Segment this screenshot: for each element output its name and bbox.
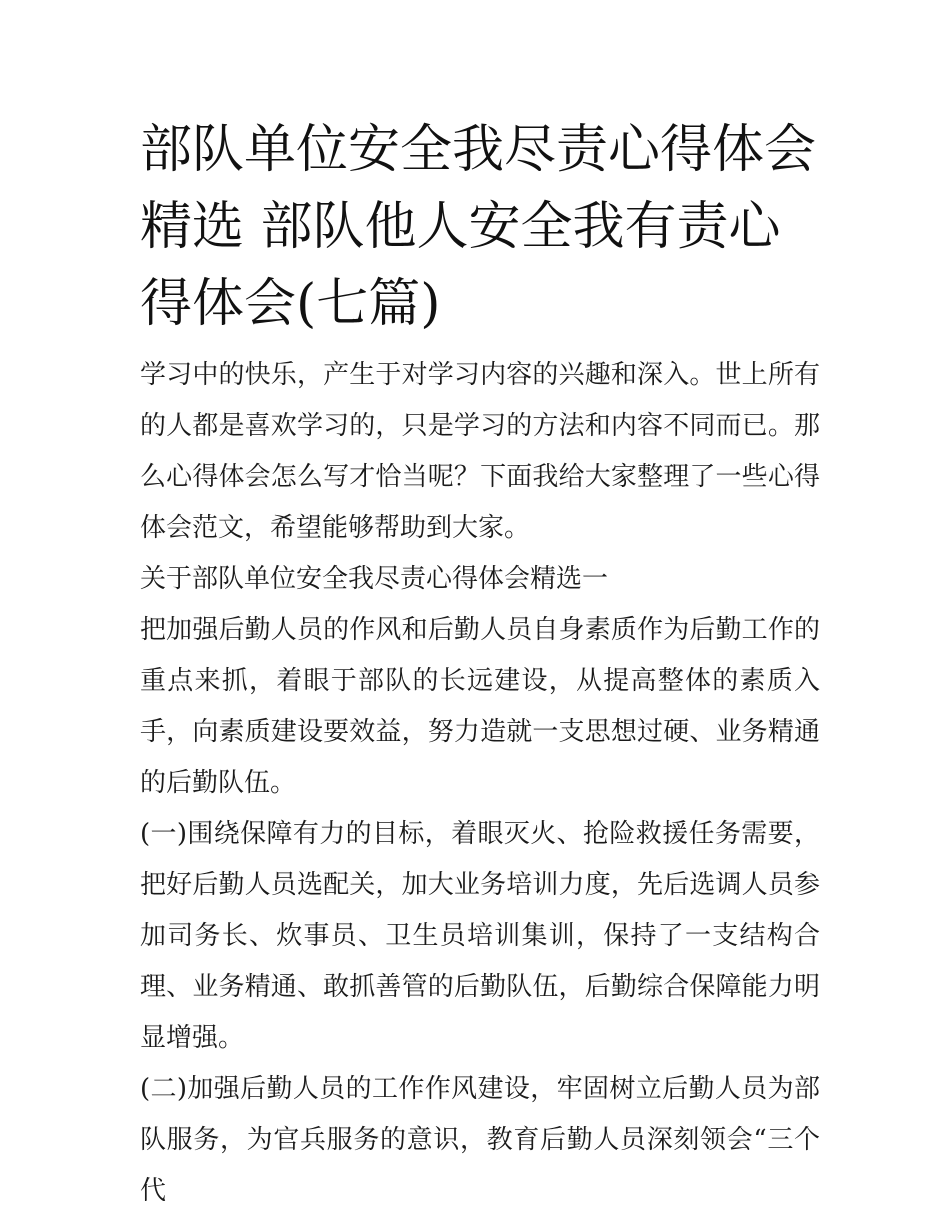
paragraph-point-1: (一)围绕保障有力的目标，着眼灭火、抢险救援任务需要，把好后勤人员选配关，加大业务培训力度，先后选调人员参加司务长、炊事员、卫生员培训集训，保持了一支结构合理、业务精通、敢抓善管的后勤队伍，后勤综合保障能力明显增强。 — [140, 819, 820, 1053]
paragraph-main: 把加强后勤人员的作风和后勤人员自身素质作为后勤工作的重点来抓，着眼于部队的长远建设，从提高整体的素质入手，向素质建设要效益，努力造就一支思想过硬、业务精通的后勤队伍。 — [140, 615, 820, 798]
section-heading: 关于部队单位安全我尽责心得体会精选一 — [140, 564, 609, 594]
paragraph-point-2: (二)加强后勤人员的工作作风建设，牢固树立后勤人员为部队服务，为官兵服务的意识，教育后勤人员深刻领会“三个代 — [140, 1074, 820, 1206]
paragraph-intro: 学习中的快乐，产生于对学习内容的兴趣和深入。世上所有的人都是喜欢学习的，只是学习的方法和内容不同而已。那么心得体会怎么写才恰当呢？下面我给大家整理了一些心得体会范文，希望能够帮助到大家。 — [140, 360, 820, 543]
document-title: 部队单位安全我尽责心得体会精选 部队他人安全我有责心得体会(七篇) — [140, 120, 817, 334]
document-body — [140, 350, 820, 1217]
